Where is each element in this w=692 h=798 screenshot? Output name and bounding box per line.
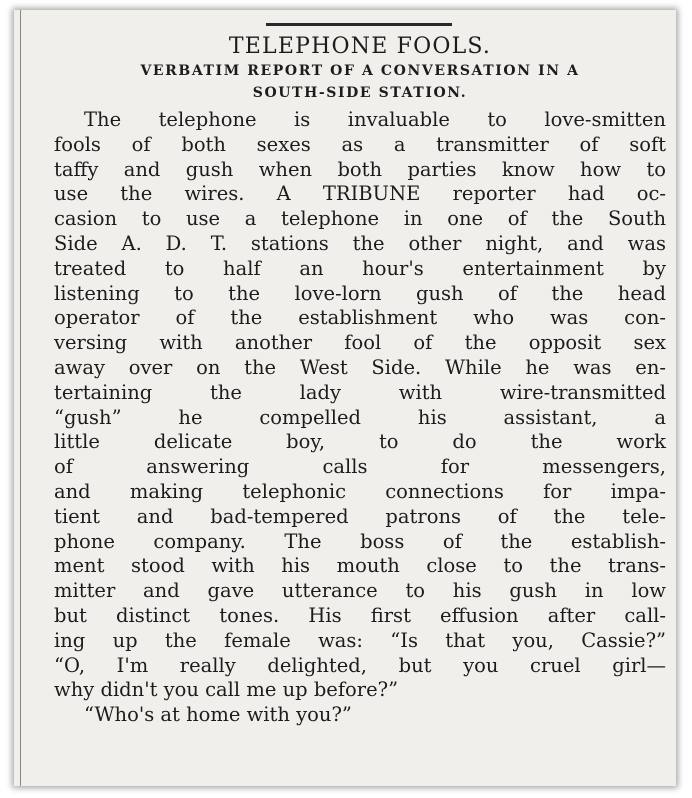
headline-rule	[266, 23, 452, 26]
body-line: operator of the establishment who was con-	[54, 306, 666, 330]
body-line: “gush” he compelled his assistant, a	[54, 405, 666, 429]
body-line: ing up the female was: “Is that you, Cassie?”	[54, 628, 666, 652]
body-line: and making telephonic connections for impa-	[54, 479, 666, 503]
headline: TELEPHONE FOOLS.	[228, 34, 492, 59]
body-line: The telephone is invaluable to love-smitten	[84, 108, 666, 131]
body-line: phone company. The boss of the establish-	[54, 529, 666, 553]
newspaper-clipping	[14, 10, 676, 786]
body-line: tient and bad-tempered patrons of the tele-	[54, 504, 666, 528]
body-line: tertaining the lady with wire-transmitted	[54, 380, 666, 404]
body-line: treated to half an hour's entertainment by	[54, 256, 666, 280]
body-line: use the wires. A TRIBUNE reporter had oc-	[54, 182, 666, 206]
body-line: fools of both sexes as a transmitter of soft	[54, 132, 666, 156]
body-line: casion to use a telephone in one of the South	[54, 207, 666, 231]
body-line: listening to the love-lorn gush of the head	[54, 281, 666, 305]
body-line: why didn't you call me up before?”	[54, 678, 399, 702]
body-line: versing with another fool of the opposit sex	[54, 331, 666, 355]
body-line: taffy and gush when both parties know how to	[54, 157, 666, 181]
body-line: little delicate boy, to do the work	[54, 430, 666, 454]
subheadline-line: SOUTH-SIDE STATION.	[252, 85, 468, 101]
body-line: Side A. D. T. stations the other night, and was	[54, 231, 666, 255]
body-line: ment stood with his mouth close to the trans-	[54, 554, 666, 578]
body-line: “Who's at home with you?”	[84, 703, 352, 727]
column-rule	[20, 10, 21, 786]
body-line: but distinct tones. His first effusion after call-	[54, 603, 666, 627]
subheadline-line: VERBATIM REPORT OF A CONVERSATION IN A	[140, 63, 580, 79]
body-line: mitter and gave utterance to his gush in low	[54, 579, 666, 603]
article-body	[54, 108, 666, 728]
article	[54, 34, 666, 728]
body-line: “O, I'm really delighted, but you cruel girl—	[54, 653, 666, 677]
body-line: away over on the West Side. While he was en-	[54, 355, 666, 379]
subheadline	[54, 60, 666, 104]
body-line: of answering calls for messengers,	[54, 455, 666, 479]
